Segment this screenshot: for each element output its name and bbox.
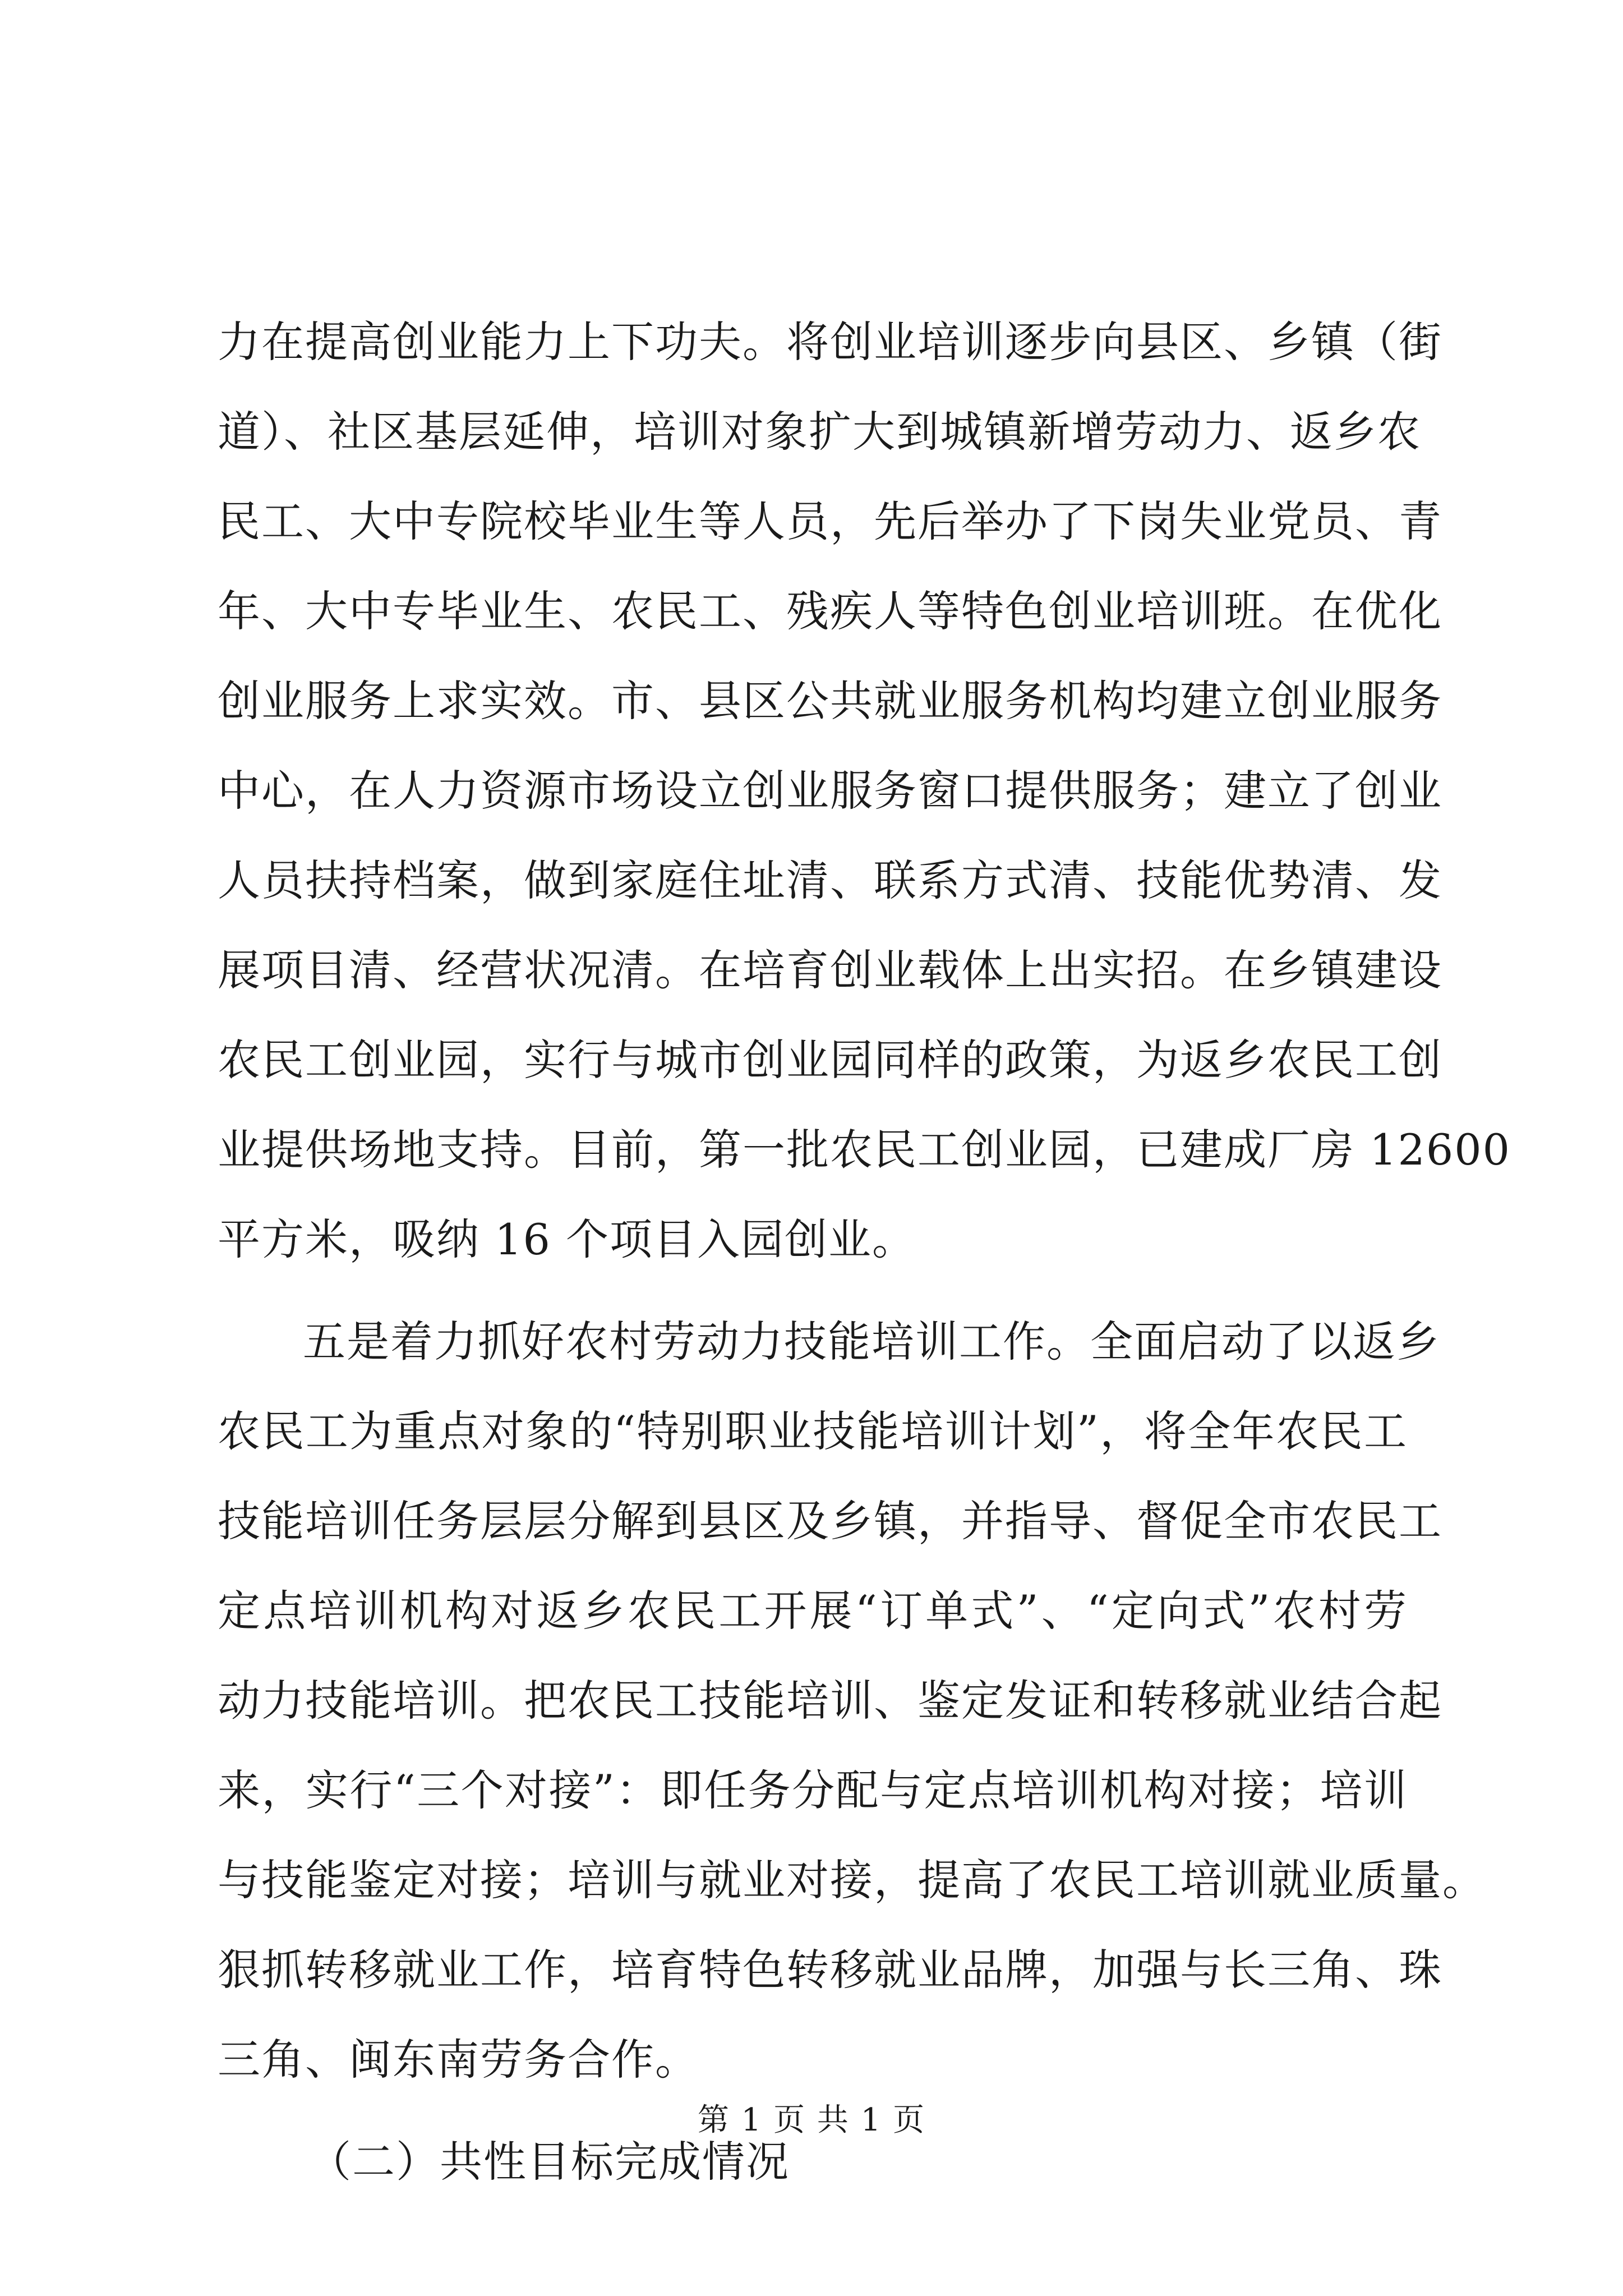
text-line: 与技能鉴定对接；培训与就业对接，提高了农民工培训就业质量。	[218, 1855, 1486, 1905]
text-line: 平方米，吸纳 16 个项目入园创业。	[218, 1214, 916, 1264]
paragraph-gap	[218, 1285, 1408, 1297]
section-heading: （二）共性目标完成情况	[308, 2137, 790, 2187]
text-line: 道）、社区基层延伸，培训对象扩大到城镇新增劳动力、返乡农	[218, 407, 1421, 457]
text-line: 五是着力抓好农村劳动力技能培训工作。全面启动了以返乡	[303, 1317, 1440, 1366]
text-line: 来，实行“三个对接”：即任务分配与定点培训机构对接；培训	[218, 1765, 1408, 1815]
text-line: 力在提高创业能力上下功夫。将创业培训逐步向县区、乡镇（街	[218, 317, 1442, 367]
text-line: 民工、大中专院校毕业生等人员，先后举办了下岗失业党员、青	[218, 496, 1442, 546]
document-body	[218, 297, 1511, 2207]
text-line: 狠抓转移就业工作，培育特色转移就业品牌，加强与长三角、珠	[218, 1945, 1442, 1995]
text-line: 人员扶持档案，做到家庭住址清、联系方式清、技能优势清、发	[218, 855, 1442, 905]
text-line: 年、大中专毕业生、农民工、残疾人等特色创业培训班。在优化	[218, 586, 1442, 636]
text-line: 动力技能培训。把农民工技能培训、鉴定发证和转移就业结合起	[218, 1676, 1442, 1726]
text-line: 创业服务上求实效。市、县区公共就业服务机构均建立创业服务	[218, 676, 1442, 726]
page-footer: 第 1 页 共 1 页	[697, 2102, 926, 2138]
text-line: 农民工为重点对象的“特别职业技能培训计划”，将全年农民工	[218, 1406, 1408, 1456]
text-line: 定点培训机构对返乡农民工开展“订单式”、“定向式”农村劳	[218, 1586, 1408, 1636]
text-line: 技能培训任务层层分解到县区及乡镇，并指导、督促全市农民工	[218, 1496, 1442, 1546]
text-line: 农民工创业园，实行与城市创业园同样的政策，为返乡农民工创	[218, 1035, 1442, 1085]
text-line: 三角、闽东南劳务合作。	[218, 2035, 699, 2085]
text-line: 业提供场地支持。目前，第一批农民工创业园，已建成厂房 12600	[218, 1125, 1511, 1175]
text-line: 展项目清、经营状况清。在培育创业载体上出实招。在乡镇建设	[218, 945, 1442, 995]
paragraph-rural-labor-training	[218, 1297, 1486, 2105]
text-line: 中心，在人力资源市场设立创业服务窗口提供服务；建立了创业	[218, 766, 1442, 816]
paragraph-creation-training	[218, 297, 1511, 1285]
